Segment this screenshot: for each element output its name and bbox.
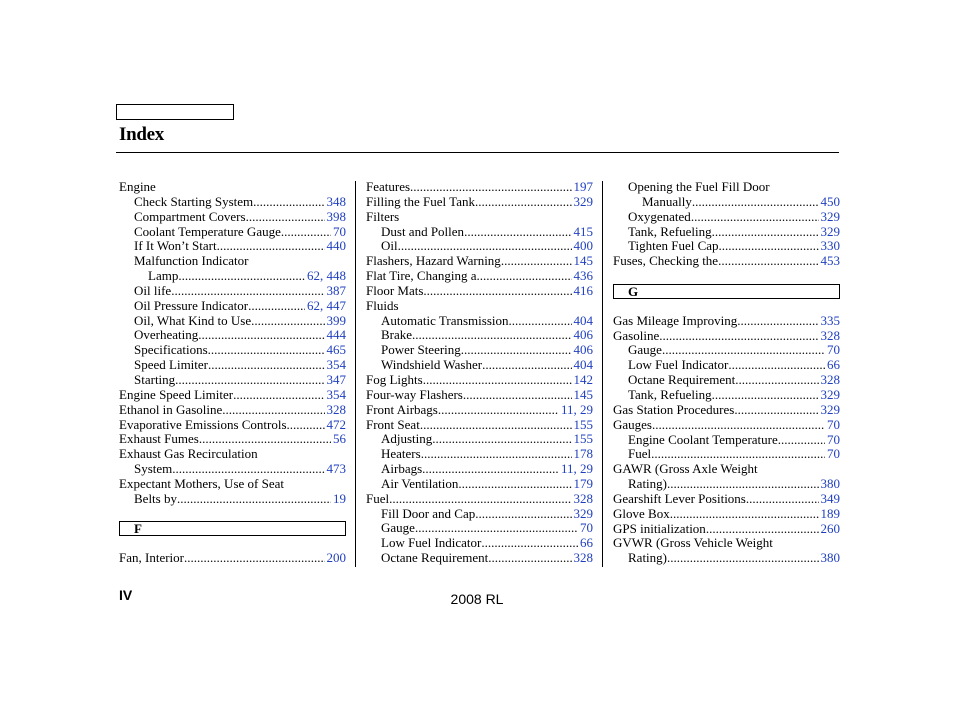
- page-reference-link[interactable]: 347: [326, 371, 346, 387]
- page-reference-link[interactable]: 56: [333, 431, 346, 447]
- entry-text: Fluids: [366, 297, 399, 313]
- dot-leader: [184, 551, 325, 566]
- page-reference-link[interactable]: 70: [827, 446, 840, 462]
- entry-text: Compartment Covers: [134, 208, 246, 224]
- index-entry: [613, 536, 840, 551]
- entry-text: Oil: [381, 238, 398, 254]
- index-entry: [613, 433, 840, 448]
- entry-text: Oil life: [134, 282, 172, 298]
- entry-text: Flashers, Hazard Warning: [366, 253, 501, 269]
- entry-text: Floor Mats: [366, 282, 424, 298]
- dot-leader: [734, 403, 818, 418]
- dot-leader: [737, 314, 818, 329]
- entry-text: Oil, What Kind to Use: [134, 312, 252, 328]
- entry-text: Gauges: [613, 416, 652, 432]
- page-reference-link[interactable]: 70: [827, 416, 840, 432]
- page-reference-link[interactable]: 329: [820, 386, 840, 402]
- entry-text: Oil Pressure Indicator: [134, 297, 249, 313]
- index-entry: [119, 418, 346, 433]
- dot-leader: [652, 418, 825, 433]
- entry-text: Automatic Transmission: [381, 312, 509, 328]
- entry-text: Gauge: [628, 342, 662, 358]
- index-entry: [119, 373, 346, 388]
- dot-leader: [178, 269, 305, 284]
- index-entry: [613, 225, 840, 240]
- page-reference-link[interactable]: 400: [573, 238, 593, 254]
- index-column-1: [119, 180, 346, 566]
- index-entry: [613, 180, 840, 195]
- entry-text: Octane Requirement: [381, 550, 489, 566]
- page-reference-link[interactable]: 328: [573, 490, 593, 506]
- entry-text: Opening the Fuel Fill Door: [628, 179, 770, 194]
- index-column-2: [366, 180, 593, 566]
- dot-leader: [481, 536, 578, 551]
- model-label: 2008 RL: [450, 591, 504, 607]
- dot-leader: [464, 225, 571, 240]
- page-reference-link[interactable]: 66: [827, 357, 840, 373]
- dot-leader: [778, 433, 825, 448]
- dot-leader: [712, 388, 819, 403]
- dot-leader: [670, 507, 819, 522]
- index-entry: [366, 284, 593, 299]
- dot-leader: [488, 551, 571, 566]
- page-reference-link[interactable]: 155: [573, 431, 593, 447]
- dot-leader: [199, 432, 331, 447]
- dot-leader: [246, 210, 325, 225]
- entry-text: Brake: [381, 327, 413, 343]
- index-entry: [366, 225, 593, 240]
- page-reference-link[interactable]: 178: [573, 446, 593, 462]
- page-reference-link[interactable]: 399: [326, 312, 346, 328]
- entry-text: Airbags: [381, 461, 423, 477]
- entry-text: Engine Coolant Temperature: [628, 431, 778, 447]
- dot-leader: [248, 299, 305, 314]
- index-entry: [613, 522, 840, 537]
- entry-text: Power Steering: [381, 342, 461, 358]
- column-divider-1: [355, 181, 356, 567]
- index-entry: [613, 403, 840, 418]
- entry-text: Fill Door and Cap: [381, 505, 476, 521]
- entry-text: Oxygenated: [628, 208, 691, 224]
- section-tab-box: [116, 104, 234, 120]
- entry-text: Octane Requirement: [628, 372, 736, 388]
- index-entry: [119, 225, 346, 240]
- entry-text: Heaters: [381, 446, 421, 462]
- page-reference-link[interactable]: 155: [573, 416, 593, 432]
- dot-leader: [706, 522, 819, 537]
- dot-leader: [475, 195, 572, 210]
- index-entry: [366, 462, 593, 477]
- index-entry: [119, 254, 346, 269]
- dot-leader: [667, 477, 819, 492]
- entry-text: Air Ventilation: [381, 475, 459, 491]
- dot-leader: [208, 343, 325, 358]
- index-entry: [613, 373, 840, 388]
- index-entry: [366, 210, 593, 225]
- page-reference-link[interactable]: 11, 29: [560, 461, 593, 477]
- dot-leader: [651, 447, 825, 462]
- index-entry: [119, 299, 346, 314]
- index-entry: [366, 180, 593, 195]
- section-letter-header: F: [119, 521, 346, 536]
- page-reference-link[interactable]: 66: [580, 535, 593, 551]
- index-entry: [119, 492, 346, 507]
- page-reference-link[interactable]: 380: [820, 550, 840, 566]
- entry-text: Belts by: [134, 490, 177, 506]
- entry-text: Fuel: [628, 446, 652, 462]
- entry-text: Specifications: [134, 342, 208, 358]
- page-reference-link[interactable]: 380: [820, 476, 840, 492]
- entry-text: Ethanol in Gasoline: [119, 401, 223, 417]
- dot-leader: [251, 314, 324, 329]
- index-entry: [613, 507, 840, 522]
- page-reference-link[interactable]: 406: [573, 342, 593, 358]
- page-reference-link[interactable]: 404: [573, 357, 593, 373]
- entry-text: Four-way Flashers: [366, 386, 463, 402]
- dot-leader: [662, 343, 825, 358]
- dot-leader: [171, 284, 324, 299]
- index-entry: [119, 314, 346, 329]
- index-entry: [366, 239, 593, 254]
- index-entry: [366, 388, 593, 403]
- entry-text: Glove Box: [613, 505, 670, 521]
- entry-text: Gas Mileage Improving: [613, 312, 738, 328]
- spacer: [119, 507, 346, 522]
- dot-leader: [458, 477, 571, 492]
- entry-text: Front Seat: [366, 416, 420, 432]
- entry-text: Overheating: [134, 327, 199, 343]
- page-reference-link[interactable]: 70: [827, 431, 840, 447]
- entry-text: Coolant Temperature Gauge: [134, 223, 281, 239]
- index-entry: [613, 210, 840, 225]
- page-reference-link[interactable]: 436: [573, 268, 593, 284]
- entry-text: GAWR (Gross Axle Weight: [613, 461, 758, 477]
- dot-leader: [728, 358, 825, 373]
- index-entry: [366, 254, 593, 269]
- index-entry: [119, 551, 346, 566]
- dot-leader: [475, 507, 571, 522]
- index-entry: [613, 551, 840, 566]
- page-reference-link[interactable]: 354: [326, 386, 346, 402]
- page-reference-link[interactable]: 444: [326, 327, 346, 343]
- entry-text: Starting: [134, 371, 176, 387]
- dot-leader: [718, 254, 818, 269]
- index-entry: [366, 492, 593, 507]
- page-reference-link[interactable]: 453: [820, 253, 840, 269]
- dot-leader: [198, 328, 324, 343]
- index-entry: [366, 358, 593, 373]
- page-reference-link[interactable]: 328: [326, 401, 346, 417]
- index-entry: [366, 418, 593, 433]
- dot-leader: [712, 225, 819, 240]
- entry-text: Features: [366, 179, 411, 194]
- dot-leader: [461, 343, 572, 358]
- entry-text: GPS initialization: [613, 520, 706, 536]
- page-title: Index: [119, 124, 164, 145]
- entry-text: Engine Speed Limiter: [119, 386, 234, 402]
- spacer: [119, 536, 346, 551]
- index-entry: [366, 343, 593, 358]
- dot-leader: [691, 210, 819, 225]
- entry-text: Malfunction Indicator: [134, 253, 249, 269]
- page-reference-link[interactable]: 19: [333, 490, 346, 506]
- dot-leader: [422, 462, 559, 477]
- entry-text: Fuel: [366, 490, 390, 506]
- page-reference-link[interactable]: 328: [820, 372, 840, 388]
- dot-leader: [692, 195, 819, 210]
- index-entry: [613, 492, 840, 507]
- dot-leader: [175, 373, 324, 388]
- index-entry: [613, 343, 840, 358]
- index-column-3: [613, 180, 840, 566]
- entry-text: Lamp: [148, 268, 179, 284]
- index-entry: [366, 195, 593, 210]
- entry-text: Check Starting System: [134, 193, 254, 209]
- dot-leader: [659, 329, 818, 344]
- dot-leader: [281, 225, 331, 240]
- entry-text: Adjusting: [381, 431, 433, 447]
- page-reference-link[interactable]: 465: [326, 342, 346, 358]
- column-divider-2: [602, 181, 603, 567]
- dot-leader: [217, 239, 325, 254]
- page-number: IV: [119, 587, 133, 603]
- index-entry: [119, 447, 346, 462]
- dot-leader: [415, 521, 578, 536]
- page-reference-link[interactable]: 70: [333, 223, 346, 239]
- page-reference-link[interactable]: 329: [573, 193, 593, 209]
- dot-leader: [482, 358, 571, 373]
- page-reference-link[interactable]: 406: [573, 327, 593, 343]
- index-entry: [366, 507, 593, 522]
- entry-text: Tank, Refueling: [628, 223, 712, 239]
- index-entry: [119, 358, 346, 373]
- page-reference-link[interactable]: 416: [573, 282, 593, 298]
- dot-leader: [208, 358, 324, 373]
- page-reference-link[interactable]: 329: [820, 223, 840, 239]
- index-entry: [119, 269, 346, 284]
- entry-text: Dust and Pollen: [381, 223, 465, 239]
- dot-leader: [501, 254, 572, 269]
- dot-leader: [398, 239, 572, 254]
- page-reference-link[interactable]: 450: [820, 193, 840, 209]
- index-entry: [119, 462, 346, 477]
- page-reference-link[interactable]: 349: [820, 490, 840, 506]
- index-entry: [119, 195, 346, 210]
- index-entry: [366, 521, 593, 536]
- index-entry: [366, 299, 593, 314]
- dot-leader: [735, 373, 818, 388]
- page-reference-link[interactable]: 328: [573, 550, 593, 566]
- index-entry: [366, 477, 593, 492]
- dot-leader: [477, 269, 572, 284]
- page-reference-link[interactable]: 354: [326, 357, 346, 373]
- entry-text: Tank, Refueling: [628, 386, 712, 402]
- index-entry: [613, 447, 840, 462]
- dot-leader: [509, 314, 572, 329]
- dot-leader: [438, 403, 559, 418]
- index-entry: [119, 343, 346, 358]
- index-entry: [119, 477, 346, 492]
- entry-text: Manually: [642, 193, 692, 209]
- page-reference-link[interactable]: 260: [820, 520, 840, 536]
- dot-leader: [420, 418, 572, 433]
- page-reference-link[interactable]: 398: [326, 208, 346, 224]
- entry-text: Windshield Washer: [381, 357, 483, 373]
- page-reference-link[interactable]: 404: [573, 312, 593, 328]
- entry-text: Front Airbags: [366, 401, 438, 417]
- index-entry: [366, 551, 593, 566]
- dot-leader: [746, 492, 819, 507]
- index-entry: [613, 314, 840, 329]
- entry-text: Exhaust Gas Recirculation: [119, 446, 258, 462]
- index-entry: [613, 388, 840, 403]
- dot-leader: [389, 492, 571, 507]
- page-reference-link[interactable]: 329: [820, 208, 840, 224]
- page-reference-link[interactable]: 197: [573, 179, 593, 194]
- index-entry: [366, 447, 593, 462]
- index-entry: [366, 536, 593, 551]
- page-reference-link[interactable]: 179: [573, 475, 593, 491]
- entry-text: Engine: [119, 179, 156, 194]
- index-entry: [119, 388, 346, 403]
- page-reference-link[interactable]: 70: [580, 520, 593, 536]
- dot-leader: [177, 492, 331, 507]
- index-entry: [366, 269, 593, 284]
- page-reference-link[interactable]: 189: [820, 505, 840, 521]
- page-reference-link[interactable]: 329: [573, 505, 593, 521]
- page-reference-link[interactable]: 473: [326, 461, 346, 477]
- index-entry: [119, 284, 346, 299]
- spacer: [613, 269, 840, 284]
- index-entry: [613, 358, 840, 373]
- page-reference-link[interactable]: 387: [326, 282, 346, 298]
- page-reference-link[interactable]: 62, 447: [307, 297, 346, 313]
- page-reference-link[interactable]: 145: [573, 253, 593, 269]
- page-reference-link[interactable]: 62, 448: [307, 268, 346, 284]
- page-reference-link[interactable]: 330: [820, 238, 840, 254]
- index-entry: [366, 373, 593, 388]
- page-reference-link[interactable]: 200: [326, 550, 346, 566]
- entry-text: Rating): [628, 550, 667, 566]
- page-reference-link[interactable]: 415: [573, 223, 593, 239]
- dot-leader: [432, 432, 571, 447]
- entry-text: Flat Tire, Changing a: [366, 268, 477, 284]
- entry-text: Low Fuel Indicator: [628, 357, 729, 373]
- index-entry: [366, 403, 593, 418]
- index-entry: [119, 403, 346, 418]
- dot-leader: [172, 462, 324, 477]
- entry-text: GVWR (Gross Vehicle Weight: [613, 535, 773, 551]
- entry-text: System: [134, 461, 173, 477]
- dot-leader: [222, 403, 324, 418]
- entry-text: Fan, Interior: [119, 550, 184, 566]
- dot-leader: [423, 373, 572, 388]
- entry-text: Filling the Fuel Tank: [366, 193, 475, 209]
- index-entry: [119, 432, 346, 447]
- index-entry: [119, 180, 346, 195]
- index-entry: [613, 329, 840, 344]
- index-entry: [613, 462, 840, 477]
- dot-leader: [667, 551, 819, 566]
- index-entry: [366, 328, 593, 343]
- page-reference-link[interactable]: 335: [820, 312, 840, 328]
- page-reference-link[interactable]: 70: [827, 342, 840, 358]
- entry-text: Rating): [628, 476, 667, 492]
- dot-leader: [253, 195, 324, 210]
- entry-text: Gearshift Lever Positions: [613, 490, 746, 506]
- dot-leader: [421, 447, 572, 462]
- page-reference-link[interactable]: 348: [326, 193, 346, 209]
- dot-leader: [719, 239, 819, 254]
- index-entry: [366, 314, 593, 329]
- index-entry: [613, 418, 840, 433]
- page-reference-link[interactable]: 142: [573, 371, 593, 387]
- section-letter-header: G: [613, 284, 840, 299]
- entry-text: If It Won’t Start: [134, 238, 217, 254]
- page-reference-link[interactable]: 472: [326, 416, 346, 432]
- page-reference-link[interactable]: 11, 29: [560, 401, 593, 417]
- page-reference-link[interactable]: 145: [573, 386, 593, 402]
- title-rule: [116, 152, 839, 153]
- entry-text: Gas Station Procedures: [613, 401, 735, 417]
- entry-text: Tighten Fuel Cap: [628, 238, 719, 254]
- entry-text: Low Fuel Indicator: [381, 535, 482, 551]
- entry-text: Fog Lights: [366, 371, 423, 387]
- dot-leader: [233, 388, 324, 403]
- entry-text: Gasoline: [613, 327, 660, 343]
- page-reference-link[interactable]: 328: [820, 327, 840, 343]
- entry-text: Filters: [366, 208, 400, 224]
- dot-leader: [463, 388, 572, 403]
- entry-text: Fuses, Checking the: [613, 253, 719, 269]
- index-entry: [613, 239, 840, 254]
- entry-text: Speed Limiter: [134, 357, 209, 373]
- index-entry: [119, 328, 346, 343]
- index-entry: [366, 432, 593, 447]
- index-entry: [613, 254, 840, 269]
- dot-leader: [423, 284, 571, 299]
- entry-text: Exhaust Fumes: [119, 431, 199, 447]
- index-entry: [119, 239, 346, 254]
- index-entry: [119, 210, 346, 225]
- entry-text: Gauge: [381, 520, 415, 536]
- entry-text: Evaporative Emissions Controls: [119, 416, 287, 432]
- dot-leader: [412, 328, 571, 343]
- dot-leader: [410, 180, 571, 195]
- page-reference-link[interactable]: 329: [820, 401, 840, 417]
- entry-text: Expectant Mothers, Use of Seat: [119, 475, 284, 491]
- spacer: [613, 299, 840, 314]
- page-reference-link[interactable]: 440: [326, 238, 346, 254]
- index-entry: [613, 477, 840, 492]
- dot-leader: [287, 418, 325, 433]
- index-entry: [613, 195, 840, 210]
